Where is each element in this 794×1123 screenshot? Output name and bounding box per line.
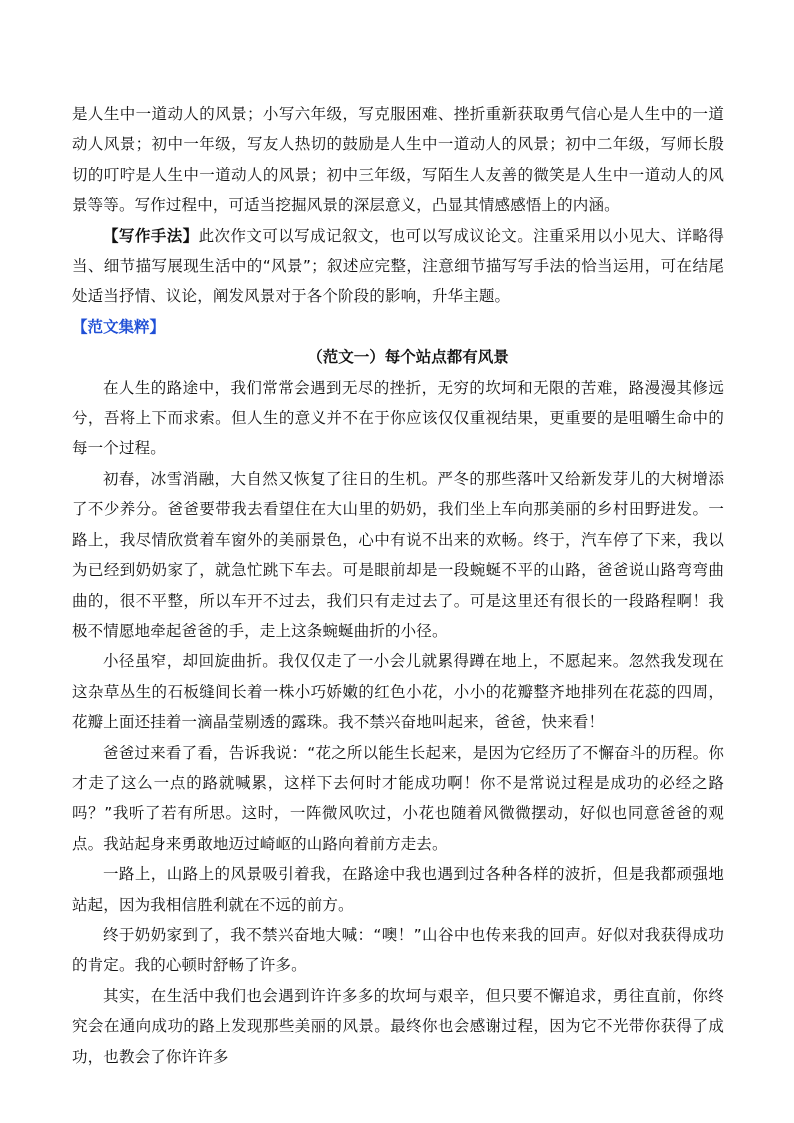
model-essays-heading: 【范文集粹】 [72,317,166,336]
essay-paragraph: 在人生的路途中，我们常常会遇到无尽的挫折，无穷的坎坷和无限的苦难，路漫漫其修远兮，吾将上下而求索。但人生的意义并不在于你应该仅仅重视结果，更重要的是咀嚼生命中的每一个过程。 [72,378,724,458]
writing-method-text: 此次作文可以写成记叙文，也可以写成议论文。注重采用以小见大、详略得当、细节描写展现生活中的“风景”；叙述应完整，注意细节描写写手法的恰当运用，可在结尾处适当抒情、议论，阐发风景对于各个阶段的影响，升华主题。 [72,226,725,306]
writing-method-paragraph [72,221,724,312]
essay-paragraph: 终于奶奶家到了，我不禁兴奋地大喊：“噢！”山谷中也传来我的回声。好似对我获得成功的肯定。我的心顿时舒畅了许多。 [72,925,724,975]
essay-paragraph: 一路上，山路上的风景吸引着我，在路途中我也遇到过各种各样的波折，但是我都顽强地站起，因为我相信胜利就在不远的前方。 [72,865,724,914]
essay-paragraph: 其实，在生活中我们也会遇到许许多多的坎坷与艰辛，但只要不懈追求，勇往直前，你终究会在通向成功的路上发现那些美丽的风景。最终你也会感谢过程，因为它不光带你获得了成功，也教会了你许许多 [72,986,724,1066]
essay-paragraph: 初春，冰雪消融，大自然又恢复了往日的生机。严冬的那些落叶又给新发芽儿的大树增添了不少养分。爸爸要带我去看望住在大山里的奶奶，我们坐上车向那美丽的乡村田野进发。一路上，我尽情欣赏着车窗外的美丽景色，心中有说不出来的欢畅。终于，汽车停了下来，我以为已经到奶奶家了，就急忙跳下车去。可是眼前却是一段蜿蜒不平的山路，爸爸说山路弯弯曲曲的，很不平整，所以车开不过去，我们只有走过去了。可是这里还有很长的一段路程啊！我极不情愿地牵起爸爸的手，走上这条蜿蜒曲折的小径。 [72,469,724,640]
writing-method-label: 【写作手法】 [103,226,199,245]
intro-paragraph: 是人生中一道动人的风景；小写六年级，写克服困难、挫折重新获取勇气信心是人生中的一道动人风景；初中一年级，写友人热切的鼓励是人生中一道动人的风景；初中二年级，写师长殷切的叮咛是人生中一道动人的风景；初中三年级，写陌生人友善的微笑是人生中一道动人的风景等等。写作过程中，可适当挖掘风景的深层意义，凸显其情感感悟上的内涵。 [72,105,724,215]
essay-paragraph: 小径虽窄，却回旋曲折。我仅仅走了一小会儿就累得蹲在地上，不愿起来。忽然我发现在这杂草丛生的石板缝间长着一株小巧娇嫩的红色小花，小小的花瓣整齐地排列在花蕊的四周，花瓣上面还挂着一滴晶莹剔透的露珠。我不禁兴奋地叫起来，爸爸，快来看！ [72,652,724,732]
essay-paragraph: 爸爸过来看了看，告诉我说：“花之所以能生长起来，是因为它经历了不懈奋斗的历程。你才走了这么一点的路就喊累，这样下去何时才能成功啊！你不是常说过程是成功的必经之路吗？”我听了若有所思。这时，一阵微风吹过，小花也随着风微微摆动，好似也同意爸爸的观点。我站起身来勇敢地迈过崎岖的山路向着前方走去。 [72,743,724,853]
essay-title: （范文一）每个站点都有风景 [307,348,509,367]
document-body [72,99,724,1072]
